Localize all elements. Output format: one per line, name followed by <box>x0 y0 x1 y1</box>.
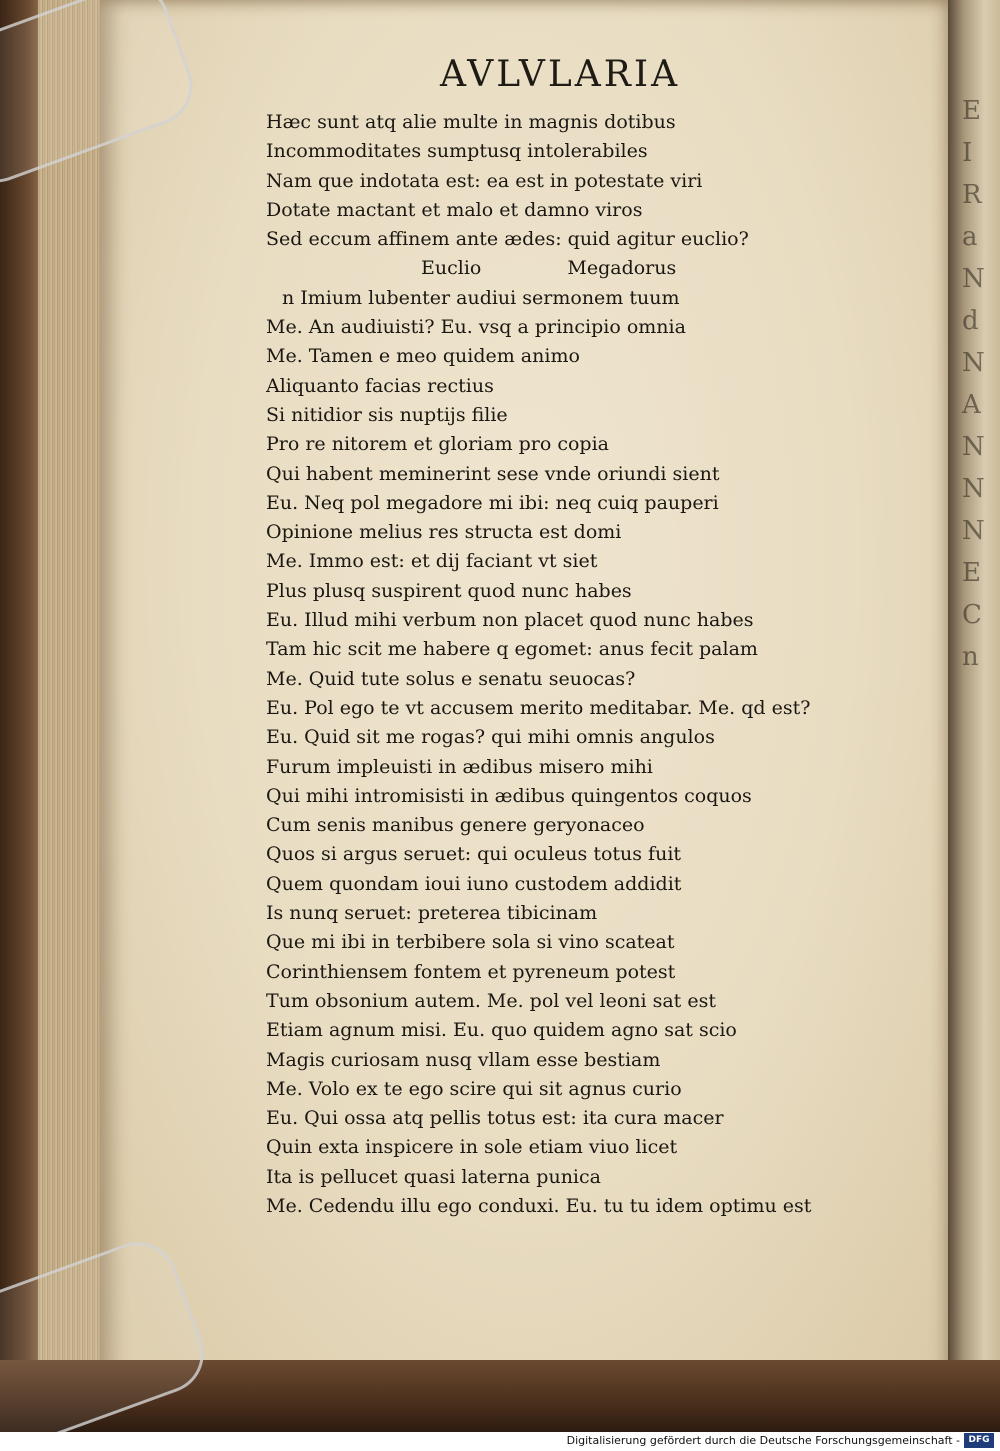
verse-line: Nam que indotata est: ea est in potestate viri <box>266 169 703 192</box>
verse-line: Me. Quid tute solus e senatu seuocas? <box>266 667 636 690</box>
verse-line: Hæc sunt atq alie multe in magnis dotibus <box>266 111 676 133</box>
verse-line: Eu. Pol ego te vt accusem merito meditabar. Me. qd est? <box>266 696 811 719</box>
verse-line: Sed eccum affinem ante ædes: quid agitur euclio? <box>266 228 749 251</box>
verse-line: Quem quondam ioui iuno custodem addidit <box>266 872 682 895</box>
verse-line: Me. Cedendu illu ego conduxi. Eu. tu tu idem optimu est <box>266 1194 812 1217</box>
verse-line: Corinthiensem fontem et pyreneum potest <box>266 960 676 983</box>
facing-page <box>948 0 1000 1385</box>
verse-line: Qui mihi intromisisti in ædibus quingentos coquos <box>266 784 752 807</box>
verse-text <box>266 108 906 1221</box>
verse-line: Quos si argus seruet: qui oculeus totus fuit <box>266 843 682 866</box>
funding-credit: Digitalisierung gefördert durch die Deutsche Forschungsgemeinschaft - <box>566 1434 960 1447</box>
verse-line: Qui habent meminerint sese vnde oriundi sient <box>266 462 720 485</box>
verse-line: Dotate mactant et malo et damno viros <box>266 198 643 221</box>
verse-line: Que mi ibi in terbibere sola si vino scateat <box>266 931 675 954</box>
verse-line: Furum impleuisti in ædibus misero mihi <box>266 755 653 778</box>
dfg-logo-icon: DFG <box>964 1433 994 1448</box>
verse-line: Eu. Illud mihi verbum non placet quod nunc habes <box>266 609 754 632</box>
page-edges <box>38 0 108 1390</box>
verse-line: Cum senis manibus genere geryonaceo <box>266 814 645 837</box>
facing-page-text: E I R a N d N A N N N E C n <box>962 96 985 672</box>
verse-line: Eu. Quid sit me rogas? qui mihi omnis angulos <box>266 726 715 749</box>
verse-line: Pro re nitorem et gloriam pro copia <box>266 433 609 456</box>
verse-line: Aliquanto facias rectius <box>266 374 494 397</box>
verse-line: Eu. Qui ossa atq pellis totus est: ita cura macer <box>266 1107 724 1130</box>
verse-line: Si nitidior sis nuptijs filie <box>266 403 508 426</box>
verse-line: Magis curiosam nusq vllam esse bestiam <box>266 1048 661 1071</box>
verse-line: Quin exta inspicere in sole etiam viuo licet <box>266 1136 678 1159</box>
book-cover-left <box>0 0 40 1432</box>
running-head: AVLVLARIA <box>440 54 681 95</box>
speakers-heading: Euclio Megadorus <box>421 257 677 280</box>
verse-line: Me. An audiuisti? Eu. vsq a principio omnia <box>266 316 686 339</box>
verse-line: n Imium lubenter audiui sermonem tuum <box>282 286 680 309</box>
footer-bar <box>0 1432 1000 1451</box>
verse-line: Me. Tamen e meo quidem animo <box>266 345 580 368</box>
verse-line: Tam hic scit me habere q egomet: anus fecit palam <box>266 638 758 661</box>
verse-line: Ita is pellucet quasi laterna punica <box>266 1165 601 1188</box>
verse-line: Etiam agnum misi. Eu. quo quidem agno sat scio <box>266 1019 737 1042</box>
verse-line: Incommoditates sumptusq intolerabiles <box>266 140 648 163</box>
verse-line: Is nunq seruet: preterea tibicinam <box>266 902 598 925</box>
verse-line: Me. Immo est: et dij faciant vt siet <box>266 550 598 573</box>
verse-line: Opinione melius res structa est domi <box>266 521 622 544</box>
verse-line: Me. Volo ex te ego scire qui sit agnus curio <box>266 1077 682 1100</box>
verse-line: Tum obsonium autem. Me. pol vel leoni sat est <box>266 989 716 1012</box>
verse-line: Eu. Neq pol megadore mi ibi: neq cuiq pauperi <box>266 491 719 514</box>
verse-line: Plus plusq suspirent quod nunc habes <box>266 579 632 602</box>
